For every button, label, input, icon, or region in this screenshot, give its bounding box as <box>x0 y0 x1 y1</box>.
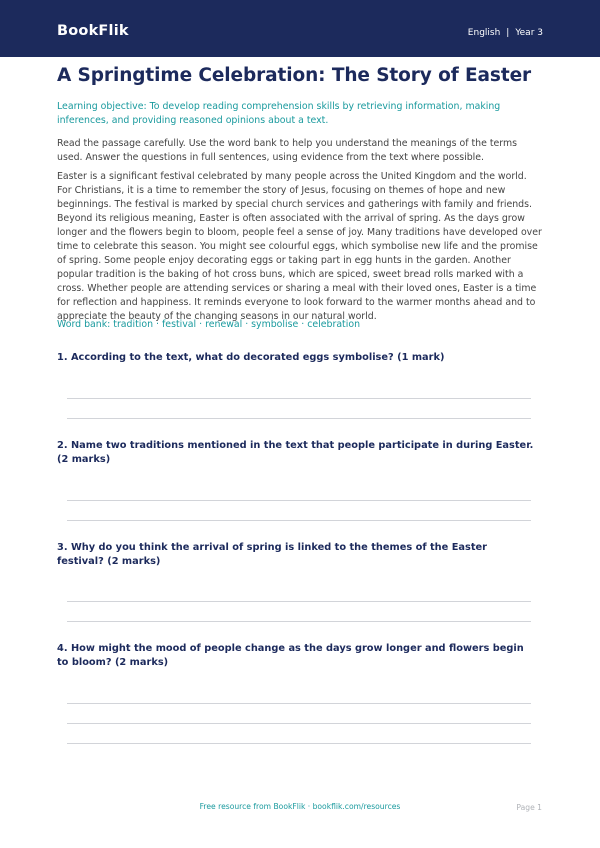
question-1: 1. According to the text, what do decorated eggs symbolise? (1 mark) <box>57 352 445 363</box>
answer-line[interactable] <box>67 723 531 724</box>
question-4: 4. How might the mood of people change as the days grow longer and flowers begin to bloom? (2 marks) <box>57 643 524 668</box>
reading-passage: Easter is a significant festival celebrated by many people across the United Kingdom and the world. For Christians, it is a time to remember the story of Jesus, focusing on themes of hope and new beginnings. The festival is marked by special church services and gatherings with family and friends. Beyond its religious meaning, Easter is often associated with the arrival of spring. As the days grow longer and the flowers begin to bloom, people feel a sense of joy. Many traditions have developed over time to celebrate this season. You might see colourful eggs, which symbolise new life and the promise of spring. Some people enjoy decorating eggs or taking part in egg hunts in the garden. Another popular tradition is the baking of hot cross buns, which are spiced, sweet bread rolls marked with a cross. Whether people are attending services or sharing a meal with their loved ones, Easter is a time for reflection and happiness. It reminds everyone to look forward to the warmer months ahead and to appreciate the beauty of the changing seasons in our natural world. <box>57 171 542 322</box>
answer-line[interactable] <box>67 398 531 399</box>
question-3: 3. Why do you think the arrival of spring is linked to the themes of the Easter festival? (2 marks) <box>57 542 488 567</box>
subject-label: English <box>467 28 501 38</box>
question-2: 2. Name two traditions mentioned in the text that people participate in during Easter. (2 marks) <box>57 440 534 465</box>
brand-logo: BookFlik <box>57 23 129 39</box>
learning-objective: Learning objective: To develop reading comprehension skills by retrieving information, making inferences, and providing reasoned opinions about a text. <box>57 101 501 126</box>
answer-line[interactable] <box>67 418 531 419</box>
page-title: A Springtime Celebration: The Story of Easter <box>57 65 532 86</box>
year-label: Year 3 <box>515 28 543 38</box>
header-bar <box>0 0 600 57</box>
meta-separator: | <box>506 28 510 38</box>
footer-resource: Free resource from BookFlik · bookflik.com/resources <box>199 802 401 811</box>
answer-line[interactable] <box>67 703 531 704</box>
answer-line[interactable] <box>67 500 531 501</box>
page-number: Page 1 <box>516 803 542 812</box>
answer-line[interactable] <box>67 621 531 622</box>
subject-year <box>468 28 543 38</box>
answer-line[interactable] <box>67 743 531 744</box>
word-bank: Word bank: tradition · festival · renewal · symbolise · celebration <box>57 319 361 330</box>
instructions: Read the passage carefully. Use the word bank to help you understand the meanings of the terms used. Answer the questions in full sentences, using evidence from the text where possible. <box>57 138 517 163</box>
answer-line[interactable] <box>67 520 531 521</box>
answer-line[interactable] <box>67 601 531 602</box>
